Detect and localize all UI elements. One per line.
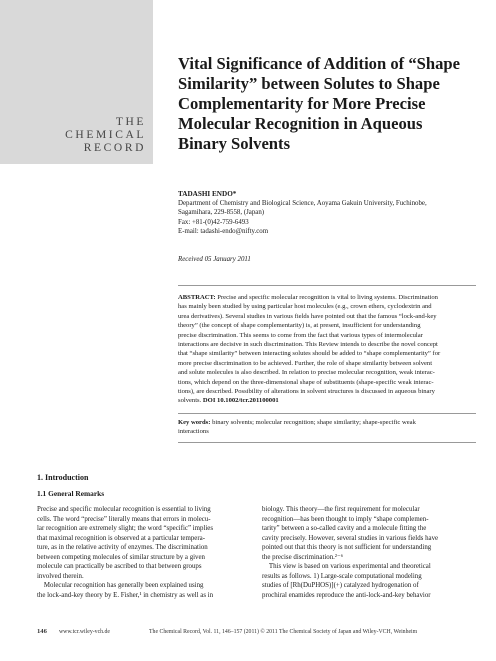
journal-url[interactable]: www.tcr.wiley-vch.de	[59, 629, 110, 635]
body-line: between competing molecules of similar structure by a given	[37, 553, 206, 561]
abstract-line: has mainly been studied by using particular host molecules (e.g., crown ethers, cyclodextrin and	[178, 303, 432, 311]
page-number: 146	[37, 628, 47, 635]
page-footer	[37, 628, 477, 638]
body-line: the precise discrimination.²⁻⁶	[262, 553, 344, 561]
body-line: lar recognition are extremely slight; the word “specific” implies	[37, 525, 214, 533]
body-line: that maximal recognition is observed at a particular tempera-	[37, 534, 205, 542]
body-line: tarity” between a so-called cavity and a molecule fitting the	[262, 525, 427, 533]
body-column-left	[37, 505, 253, 600]
body-line: Precise and specific molecular recognition is essential to living	[37, 506, 211, 513]
fax-line: Fax: +81-(0)42-759-6493	[178, 218, 249, 226]
section-heading: 1. Introduction	[37, 473, 89, 482]
author-block	[178, 190, 478, 236]
abstract-top-rule	[178, 285, 476, 286]
abstract-line: solvents.	[178, 397, 202, 405]
affiliation-line: Sagamihara, 229-8558, (Japan)	[178, 209, 265, 217]
body-line: prochiral enamides reproduce the anti-lock-and-key behavior	[262, 591, 431, 599]
article-title	[178, 54, 478, 154]
subsection-heading: 1.1 General Remarks	[37, 489, 105, 498]
keywords-top-rule	[178, 413, 476, 414]
abstract-line: more precise discrimination to be achieved. Further, the role of shape similarity between solvent	[178, 359, 433, 367]
body-line: cavity precisely. However, several studies in various fields have	[262, 534, 439, 542]
body-line: studies of [Rh(DuPHOS)](+) catalyzed hydrogenation of	[262, 582, 419, 590]
received-date: Received 05 January 2011	[178, 256, 251, 263]
abstract-line: precise discrimination. This seems to come from the fact that various types of intermolecular	[178, 331, 423, 339]
abstract-line: urea derivatives). Several studies in various fields have pointed out that the famous “lock-and-key	[178, 312, 437, 320]
abstract-line: and solute molecules is also described. In relation to precise molecular recognition, weak interac-	[178, 369, 435, 377]
affiliation-line: Department of Chemistry and Biological Science, Aoyama Gakuin University, Fuchinobe,	[178, 200, 427, 208]
author-name: TADASHI ENDO*	[178, 190, 237, 198]
keywords	[178, 418, 476, 437]
journal-brand-line: RECORD	[83, 142, 146, 154]
abstract-line: tions, which depend on the three-dimensional shape of substituents (shape-specific weak interac-	[178, 378, 434, 386]
body-column-right	[262, 505, 478, 600]
body-line: molecule can practically be ascribed to that between groups	[37, 563, 202, 571]
abstract-line: Precise and specific molecular recognition is vital to living systems. Discrimination	[217, 294, 438, 301]
body-line: recognition—has been thought to imply “shape complemen-	[262, 515, 429, 523]
keywords-label: Key words:	[178, 419, 211, 426]
journal-brand-line: CHEMICAL	[65, 129, 146, 141]
journal-brand-line: THE	[115, 116, 146, 128]
body-line: pointed out that this theory is not sufficient for understanding	[262, 544, 432, 552]
body-line: the lock-and-key theory by E. Fisher,¹ in chemistry as well as in	[37, 591, 214, 599]
body-line: cells. The word “precise” literally means that errors in molecu-	[37, 515, 211, 523]
keywords-bottom-rule	[178, 442, 476, 443]
title-line: Vital Significance of Addition of “Shape	[178, 54, 460, 73]
body-line: results as follows. 1) Large-scale computational modeling	[262, 572, 422, 580]
body-line: biology. This theory—the first requirement for molecular	[262, 506, 420, 513]
abstract-line: interactions are decisive in such discrimination. This Review intends to describe the novel concept	[178, 341, 438, 349]
body-line: This view is based on various experimental and theoretical	[262, 563, 431, 571]
body-line: ture, as in the relative activity of enzymes. The discrimination	[37, 544, 208, 552]
footer-citation: The Chemical Record, Vol. 11, 146–157 (2011) © 2011 The Chemical Society of Japan and Wiley-VCH, Weinheim	[149, 629, 418, 635]
title-line: Molecular Recognition in Aqueous	[178, 114, 423, 133]
body-line: Molecular recognition has generally been explained using	[37, 582, 204, 590]
email-line: E-mail: tadashi-endo@nifty.com	[178, 227, 269, 235]
keywords-line: interactions	[178, 428, 209, 436]
abstract-label: ABSTRACT:	[178, 294, 216, 301]
keywords-line: binary solvents; molecular recognition; shape similarity; shape-specific weak	[212, 419, 416, 426]
body-line: involved therein.	[37, 572, 84, 580]
title-line: Similarity” between Solutes to Shape	[178, 74, 440, 93]
abstract	[178, 293, 476, 406]
title-line: Complementarity for More Precise	[178, 94, 426, 113]
abstract-line: that “shape similarity” between interacting solutes should be added to “shape complementarity” for	[178, 350, 441, 358]
journal-brand	[48, 116, 146, 155]
doi-link[interactable]: DOI 10.1002/tcr.201100001	[202, 397, 279, 405]
abstract-line: theory” (the concept of shape complementarity) is, at present, insufficient for understanding	[178, 322, 421, 330]
title-line: Binary Solvents	[178, 134, 291, 153]
abstract-line: tions), are described. Possibility of alterations in solvent structures is discussed in aqueous binary	[178, 388, 435, 396]
